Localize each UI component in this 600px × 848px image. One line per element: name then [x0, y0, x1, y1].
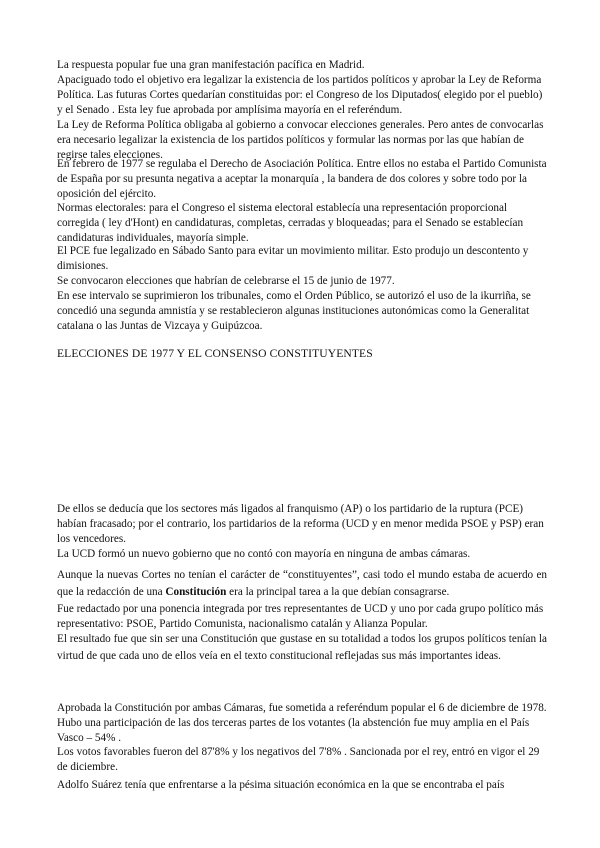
paragraph-pce-legalizado: El PCE fue legalizado en Sábado Santo para evitar un movimiento militar. Esto produjo un descontento y dimisiones.	[57, 245, 529, 272]
paragraph-gobierno-ucd: La UCD formó un nuevo gobierno que no contó con mayoría en ninguna de ambas cámaras.	[57, 548, 471, 560]
section-heading: ELECCIONES DE 1977 Y EL CONSENSO CONSTITUYENTES	[57, 347, 373, 360]
paragraph-resultados: De ellos se deducía que los sectores más ligados al franquismo (AP) o los partidario de la ruptura (PCE) habían fracasado; por el contrario, los partidarios de la reforma (UCD y en menor medida PSOE y PSP) eran los vencedores.	[57, 503, 544, 545]
paragraph-manifestation: La respuesta popular fue una gran manifestación pacífica en Madrid.	[57, 59, 365, 71]
paragraph-ponencia: Fue redactado por una ponencia integrada por tres representantes de UCD y uno por cada grupo político más representativo: PSOE, Partido Comunista, nacionalismo catalán y Alianza Popular.	[57, 603, 544, 630]
paragraph-reforma-politica: Apaciguado todo el objetivo era legalizar la existencia de los partidos políticos y aprobar la Ley de Reforma Política. Las futuras Cortes quedarían constituidas por: el Congreso de los Diputados( elegido por el pueblo) y el Senado . Esta ley fue aprobada por amplísima mayoría en el referéndum.	[57, 74, 543, 116]
paragraph-adolfo-suarez: Adolfo Suárez tenía que enfrentarse a la pésima situación económica en la que se encontraba el país	[57, 779, 505, 791]
blank-figure-area	[57, 366, 547, 496]
paragraph-votos: Los votos favorables fueron del 87'8% y los negativos del 7'8% . Sancionada por el rey, entró en vigor el 29 de diciembre.	[57, 746, 540, 773]
constitucion-bold-word: Constitución	[165, 586, 227, 598]
constitucion-text-before: Aunque la nuevas Cortes no tenían el carácter de “constituyentes”, casi todo el mundo estaba de acuerdo en que la redacción de una	[57, 569, 547, 598]
paragraph-normas-electorales: Normas electorales: para el Congreso el sistema electoral establecía una representación proporcional corregida ( ley d'Hont) en candidaturas, completas, cerradas y bloqueadas; para el Senado se establecían candidaturas individuales, mayoría simple.	[57, 202, 524, 244]
paragraph-constitucion	[57, 567, 547, 601]
paragraph-resultado-constitucion: El resultado fue que sin ser una Constitución que gustase en su totalidad a todos los grupos políticos tenían la virtud de que cada uno de ellos veía en el texto constitucional reflejadas sus más importantes ideas.	[57, 633, 547, 662]
paragraph-asociacion-politica: En febrero de 1977 se regulaba el Derecho de Asociación Política. Entre ellos no estaba el Partido Comunista de España por su presunta negativa a aceptar la monarquía , la bandera de dos colores y sobre todo por la oposición del ejército.	[57, 158, 547, 200]
paragraph-intervalo: En ese intervalo se suprimieron los tribunales, como el Orden Público, se autorizó el uso de la ikurriña, se concedió una segunda amnistía y se restablecieron algunas instituciones autonómicas como la Generalitat catalana o las Juntas de Vizcaya y Guipúzcoa.	[57, 290, 531, 332]
constitucion-text-after: era la principal tarea a la que debían consagrarse.	[226, 586, 450, 598]
paragraph-referendum: Aprobada la Constitución por ambas Cámaras, fue sometida a referéndum popular el 6 de diciembre de 1978. Hubo una participación de las dos terceras partes de los votantes (la abstención fue muy amplia en el País Vasco – 54% .	[57, 702, 547, 744]
paragraph-convocatoria: Se convocaron elecciones que habrían de celebrarse el 15 de junio de 1977.	[57, 275, 395, 287]
paragraph-elecciones-generales: La Ley de Reforma Política obligaba al gobierno a convocar elecciones generales. Pero antes de convocarlas era necesario legalizar la existencia de los partidos políticos y formular las normas por las que habían de regirse tales elecciones.	[57, 119, 544, 161]
